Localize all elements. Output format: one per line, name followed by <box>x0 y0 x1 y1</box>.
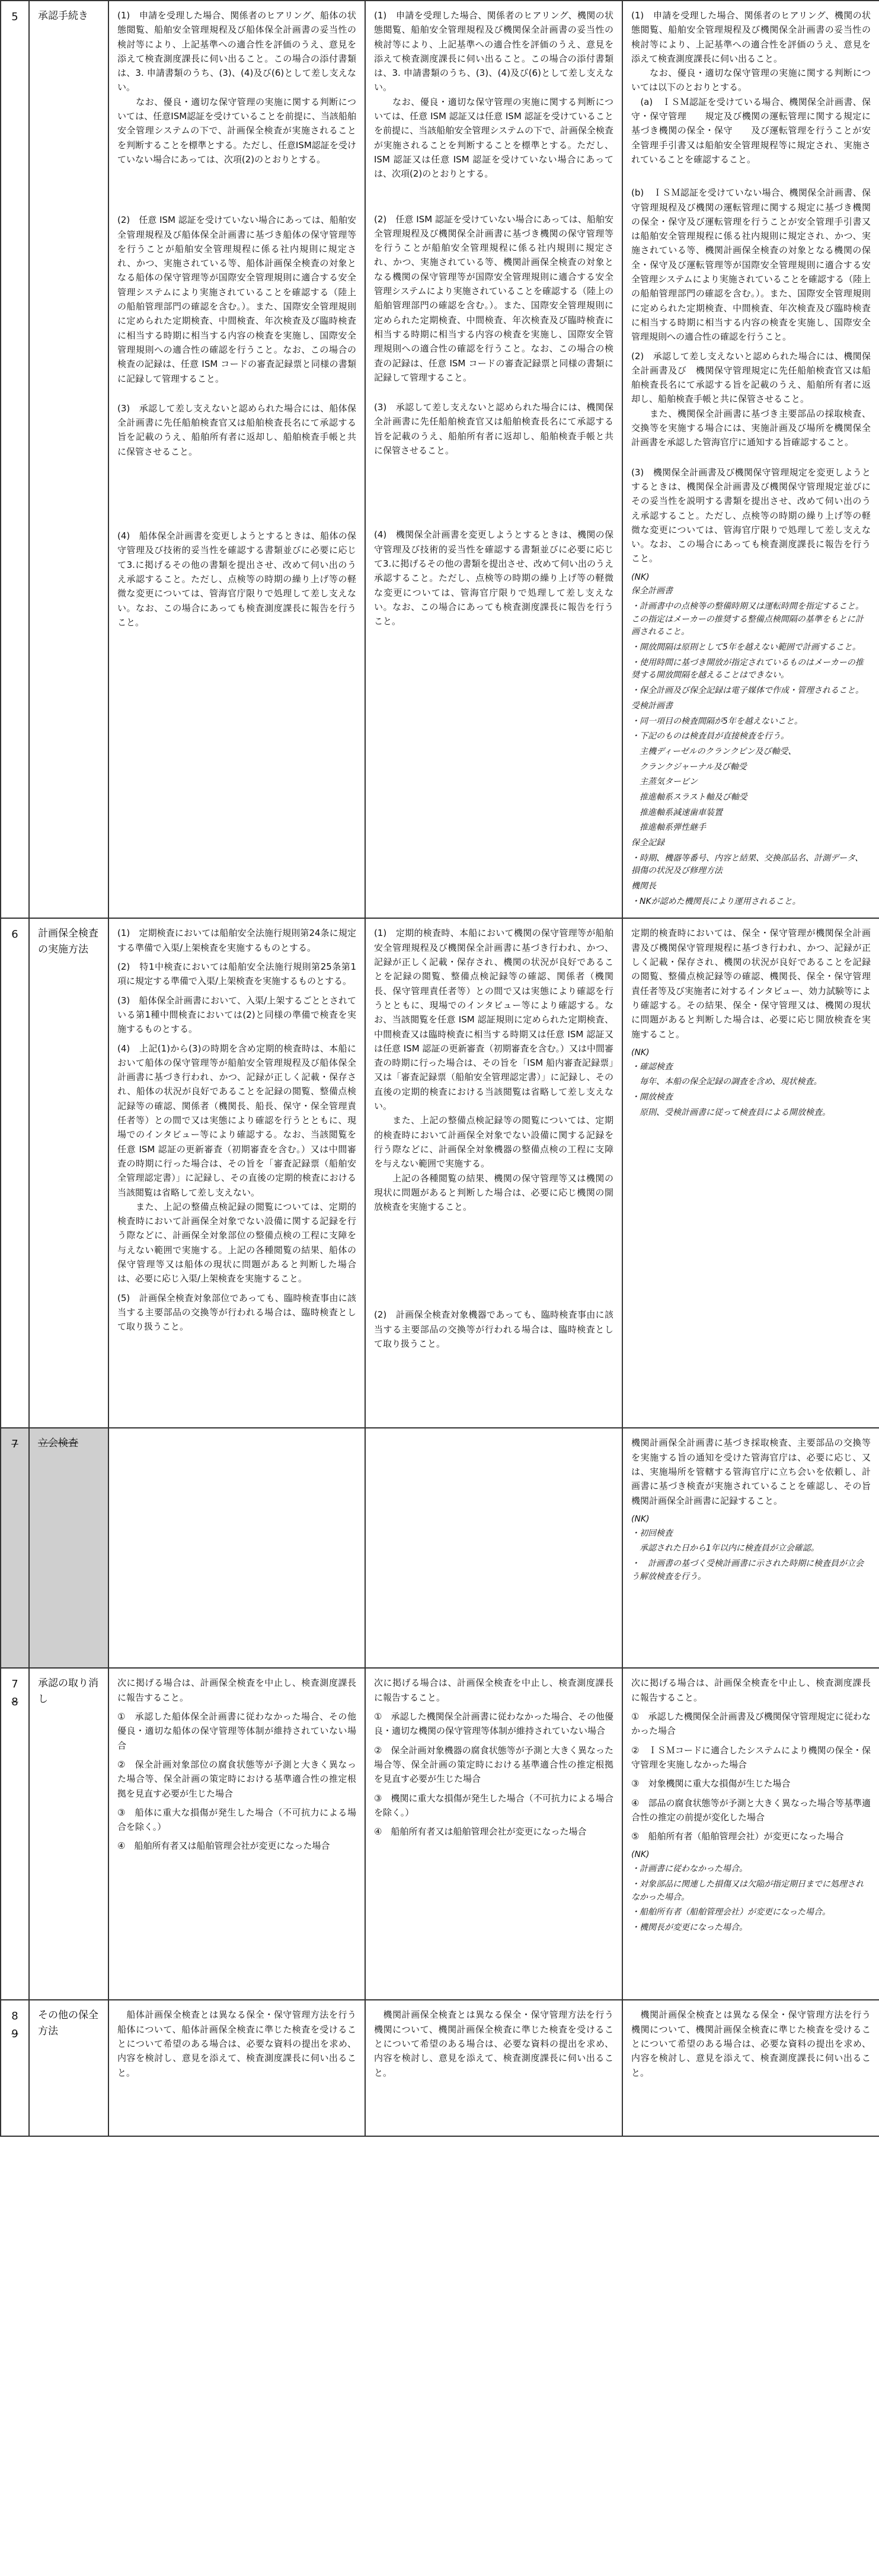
note-line: ・ 計画書の基づく受検計画書に示された時期に検査員が立会う解放検査を行う。 <box>631 1559 864 1581</box>
note-line: クランクジャーナル及び軸受 <box>631 762 747 772</box>
paragraph: ① 承認した機関保全計画書及び機関保守管理規定に従わなかった場合 <box>631 1711 871 1737</box>
paragraph: 船体計画保全検査とは異なる保全・保守管理方法を行う船体について、船体計画保全検査に準じた検査を受けることについて希望のある場合は、必要な資料の提出を求め、内容を検討し、意見を添えて、検査測度課長に伺い出ること。 <box>117 2009 356 2078</box>
engine-column-cell <box>365 1 622 918</box>
paragraph: (5) 計画保全検査対象部位であっても、臨時検査事由に該当する主要部品の交換等が行われる場合は、臨時検査として取り扱うこと。 <box>117 1292 356 1332</box>
paragraph: (1) 申請を受理した場合、関係者のヒアリング、機関の状態閲覧、船舶安全管理規程及び機関保全計画書の妥当性の検討等により、上記基準への適合性を評価のうえ、意見を添えて検査測度課長に伺い出ること。この場合の添付書類は、3. 申請書類のうち、(3)、(4)及び(6)として差し支えない。 なお、優良・適切な保守管理の実施に関する判断については、任意 ISM 認証又は任意 ISM 認証を受けていることを前提に、当該船舶安全管理システムの下で、計画保全検査が実施されることを判断することを標準とする。ただし、ISM 認証又は任意 ISM 認証を受けていない場合にあっては、次項(2)のとおりとする。 <box>374 10 613 180</box>
paragraph: 次に掲げる場合は、計画保全検査を中止し、検査測度課長に報告すること。 <box>374 1677 613 1703</box>
note-heading: (NK) <box>631 572 650 582</box>
hull-column-cell <box>108 2000 365 2136</box>
nk-column-cell <box>622 918 879 1428</box>
hull-column-cell <box>108 918 365 1428</box>
nk-column-cell <box>622 1 879 918</box>
paragraph: (2) 承認して差し支えないと認められた場合には、機関保全計画書及び 機関保守管理規定に先任船舶検査官又は船舶検査長名にて承認する旨を記載のうえ、船舶所有者に返却し、船舶検査手帳と共に保管させること。 また、機関保全計画書に基づき主要部品の採取検査、交換等を実施する場合には、実施計画及び場所を機関保全計画書を承認した管海官庁に通知する旨確認すること。 <box>631 350 871 448</box>
engine-column-cell <box>365 1428 622 1668</box>
paragraph: (1) 申請を受理した場合、関係者のヒアリング、船体の状態閲覧、船舶安全管理規程及び船体保全計画書の妥当性の検討等により、上記基準への適合性を評価のうえ、意見を添えて検査測度課長に伺い出ること。この場合の添付書類は、3. 申請書類のうち、(3)、(4)及び(6)として差し支えない。 なお、優良・適切な保守管理の実施に関する判断については、任意ISM認証を受けていることを前提に、当該船舶安全管理システムの下で、計画保全検査が実施されることを判断することを標準とする。ただし、任意ISM認証を受けていない場合にあっては、次項(2)のとおりとする。 <box>117 10 356 165</box>
hull-column-cell <box>108 1668 365 2000</box>
row-title: 承認の取り消し <box>29 1668 108 2000</box>
note-line: 機関長 <box>631 881 656 891</box>
paragraph: 機関計画保全検査とは異なる保全・保守管理方法を行う機関について、機関計画保全検査に準じた検査を受けることについて希望のある場合は、必要な資料の提出を求め、内容を検討し、意見を添えて、検査測度課長に伺い出ること。 <box>631 2009 871 2078</box>
table-row <box>1 1668 879 2000</box>
row-number: 7 <box>1 1428 29 1668</box>
row-title: 承認手続き <box>29 1 108 918</box>
note-line: ・使用時間に基づき開放が指定されているものはメーカーの推奨する開放間隔を越えることはできない。 <box>631 657 864 680</box>
note-line: 推進軸系減速歯車装置 <box>631 807 723 817</box>
row-number: 8 9 <box>1 2000 29 2136</box>
note-line: ・開放検査 <box>631 1092 673 1102</box>
note-line: ・対象部品に関連した損傷又は欠陥が指定期日までに処理されなかった場合。 <box>631 1879 864 1902</box>
paragraph: (3) 承認して差し支えないと認められた場合には、機関保全計画書に先任船舶検査官又は船舶検査長名にて承認する旨を記載のうえ、船舶所有者に返却し、船舶検査手帳と共に保管させること。 <box>374 402 613 456</box>
note-line: 保全計画書 <box>631 586 673 596</box>
note-line: ・同一項目の検査間隔が5年を越えないこと。 <box>631 716 803 726</box>
note-line: ・船舶所有者（船舶管理会社）が変更になった場合。 <box>631 1907 830 1917</box>
note-line: 毎年、本船の保全記録の調査を含め、現状検査。 <box>631 1077 822 1087</box>
paragraph: (2) 特1中検査においては船舶安全法施行規則第25条第1項に規定する準備で入渠/上架検査を実施するものとする。 <box>117 961 356 987</box>
paragraph: (1) 定期検査においては船舶安全法施行規則第24条に規定する準備で入渠/上架検査を実施するものとする。 <box>117 928 356 953</box>
nk-column-cell <box>622 2000 879 2136</box>
paragraph: ③ 機関に重大な損傷が発生した場合（不可抗力による場合を除く。） <box>374 1792 613 1818</box>
note-line: ・開放間隔は原則として5年を越えない範囲で計画すること。 <box>631 643 861 653</box>
paragraph: ② 保全計画対象部位の腐食状態等が予測と大きく異なった場合等、保全計画の策定時における基準適合性の推定根拠を見直す必要が生じた場合 <box>117 1759 356 1799</box>
note-line: ・機関長が変更になった場合。 <box>631 1922 747 1932</box>
row-number: 7 8 <box>1 1668 29 2000</box>
paragraph: 機関計画保全計画書に基づき採取検査、主要部品の交換等を実施する旨の通知を受けた管海官庁は、必要に応じ、又は、実施場所を管轄する管海官庁に立ち会いを依頼し、計画書に基づき検査が実施されていることを確認し、その旨機関計画保全計画書に記録すること。 <box>631 1437 871 1506</box>
note-line: 推進軸系スラスト軸及び軸受 <box>631 792 747 802</box>
paragraph: ② 保全計画対象機器の腐食状態等が予測と大きく異なった場合等、保全計画の策定時における基準適合性の推定根拠を見直す必要が生じた場合 <box>374 1744 613 1785</box>
engine-column-cell <box>365 1668 622 2000</box>
engine-column-cell <box>365 918 622 1428</box>
nk-column-cell <box>622 1668 879 2000</box>
paragraph: ④ 船舶所有者又は船舶管理会社が変更になった場合 <box>374 1826 587 1837</box>
note-line: ・確認検査 <box>631 1062 673 1072</box>
note-line: ・下記のものは検査員が直接検査を行う。 <box>631 731 789 742</box>
row-title: その他の保全方法 <box>29 2000 108 2136</box>
note-heading: (NK) <box>631 1047 650 1057</box>
paragraph: 次に掲げる場合は、計画保全検査を中止し、検査測度課長に報告すること。 <box>117 1677 356 1703</box>
table-row <box>1 1428 879 1668</box>
paragraph: ⑤ 船舶所有者（船舶管理会社）が変更になった場合 <box>631 1831 844 1842</box>
note-line: ・計画書中の点検等の整備時期又は運転時間を指定すること。この指定はメーカーの推奨する整備点検間隔の基準をもとに計画されること。 <box>631 602 864 637</box>
paragraph: ③ 対象機関に重大な損傷が生じた場合 <box>631 1778 791 1789</box>
paragraph: (3) 船体保全計画書において、入渠/上架するごととされている第1種中間検査においては(2)と同様の準備で検査を実施するものとする。 <box>117 995 356 1035</box>
engine-column-cell <box>365 2000 622 2136</box>
note-line: 原則、受検計画書に従って検査員による開放検査。 <box>631 1107 830 1117</box>
note-line: ・計画書に従わなかった場合。 <box>631 1864 747 1874</box>
row-number: 6 <box>1 918 29 1428</box>
paragraph: ④ 部品の腐食状態等が予測と大きく異なった場合等基準適合性の推定の前提が変化した場合 <box>631 1797 871 1823</box>
paragraph: (b) ＩＳＭ認証を受けていない場合、機関保全計画書、保守管理規程及び機関の運転管理に関する規定に基づき機関の保全・保守及び運転管理を行うことが安全管理手引書又は船舶安全管理規程に係る社内規則に規定され、かつ、実施されている等、機関計画保全検査の対象となる機関の保全・保守及び運転管理等が国際安全管理規則に適合する安全管理システムにより実施されていることを確認する（陸上の船舶管理部門の確認を含む。）。また、国際安全管理規則に定められた定期検査、中間検査、年次検査及び臨時検査に相当する時期に相当する内容の検査を実施し、国際安全管理規則への適合性の確認を行うこと。 <box>631 187 871 343</box>
note-line: 主機ディーゼルのクランクピン及び軸受、 <box>631 746 797 756</box>
paragraph: ① 承認した船体保全計画書に従わなかった場合、その他優良・適切な船体の保守管理等体制が維持されていない場合 <box>117 1711 356 1751</box>
note-heading: (NK) <box>631 1514 650 1524</box>
paragraph: ② ＩＳＭコードに適合したシステムにより機関の保全・保守管理を実施しなかった場合 <box>631 1744 871 1770</box>
paragraph: (3) 機関保全計画書及び機関保守管理規定を変更しようとするときは、機関保全計画書及び機関保守管理規定並びにその妥当性を説明する書類を提出させ、改めて伺い出のうえ承認すること。ただし、点検等の時期の繰り上げ等の軽微な変更については、管海官庁限りで処理して差し支えない。なお、この場合にあっても検査測度課長に報告を行うこと。 <box>631 466 871 564</box>
paragraph: ④ 船舶所有者又は船舶管理会社が変更になった場合 <box>117 1840 330 1852</box>
paragraph: 次に掲げる場合は、計画保全検査を中止し、検査測度課長に報告すること。 <box>631 1677 871 1703</box>
nk-column-cell <box>622 1428 879 1668</box>
note-line: 推進軸系弾性継手 <box>631 823 706 833</box>
paragraph: (2) 任意 ISM 認証を受けていない場合にあっては、船舶安全管理規程及び機関保全計画書に基づき機関の保守管理等を行うことが船舶安全管理規程に係る社内規則に規定され、かつ、実施されている等、機関計画保全検査の対象となる機関の保守管理等が国際安全管理規則に適合する安全管理システムにより実施されていることを確認する（陸上の船舶管理部門の確認を含む。）。また、国際安全管理規則に定められた定期検査、中間検査、年次検査及び臨時検査に相当する時期に相当する内容の検査を実施し、国際安全管理規則への適合性の確認を行うこと。なお、この場合の検査の記録は、任意 ISM コードの審査記録票と同様の書類に記録して管理すること。 <box>374 213 613 383</box>
row-number: 5 <box>1 1 29 918</box>
row-title: 立会検査 <box>29 1428 108 1668</box>
paragraph: (4) 船体保全計画書を変更しようとするときは、船体の保守管理及び技術的妥当性を確認する書類並びに必要に応じて3.に掲げるその他の書類を提出させ、改めて伺い出のうえ承認すること。ただし、点検等の時期の繰り上げ等の軽微な変更については、管海官庁限りで処理して差し支えない。なお、この場合にあっても検査測度課長に報告を行うこと。 <box>117 530 356 628</box>
note-heading: (NK) <box>631 1850 650 1860</box>
paragraph: (4) 上記(1)から(3)の時期を含め定期的検査時は、本船において船体の保守管理等が船舶安全管理規程及び船体保全計画書に基づき行われ、かつ、記録が正しく記載・保存され、船体の状況が良好であることを記録の閲覧、整備点検記録等の確認、関係者（機関長、船長、保守・保全管理責任者等）との間で又は実態により確認を行うとともに、現場でのインタビュー等により確認する。なお、当該閲覧を任意 ISM 認証の更新審査（初期審査を含む。）又は中間審査の時期に行った場合は、その旨を「審査記録票（船舶安全管理認定書）」に記録し、その直後の定期的検査における当該閲覧は省略して差し支えない。 また、上記の整備点検記録の閲覧については、定期的検査時において計画保全対象でない設備に関する記録を行う際などに、計画保全対象部位の整備点検の工程に支障を与えない範囲で実施する。上記の各種閲覧の結果、船体の保守管理等又は船体の現状に問題があると判断した場合は、必要に応じ入渠/上架検査を実施すること。 <box>117 1043 356 1284</box>
paragraph: 定期的検査時においては、保全・保守管理が機関保全計画書及び機関保守管理規程に基づき行われ、かつ、記録が正しく記載・保存され、機関の状況が良好であることを記録の閲覧、整備点検記録等の確認、機関長、保全・保守管理責任者等及び実施者に対するインタビュー、効力試験等により確認する。その結果、保全・保守管理又は、機関の現状に問題があると判断した場合は、必要に応じ開放検査を実施すること。 <box>631 928 871 1040</box>
note-line: 受検計画書 <box>631 701 673 711</box>
note-line: ・初回検査 <box>631 1528 673 1538</box>
table-row <box>1 2000 879 2136</box>
paragraph: (1) 申請を受理した場合、関係者のヒアリング、機関の状態閲覧、船舶安全管理規程及び機関保全計画書の妥当性の検討等により、上記基準への適合性を評価のうえ、意見を添えて検査測度課長に伺い出ること。 なお、優良・適切な保守管理の実施に関する判断については以下のとおりとする。 (a) ＩＳＭ認証を受けている場合、機関保全計画書、保守・保守管理 規定及び機関の運転管理に関する規定に基づき機関の保全・保守 及び運転管理を行うことが安全管理手引書又は船舶安全管理規程等に規定され、実施されていることを確認すること。 <box>631 10 871 165</box>
note-line: 主蒸気タービン <box>631 777 698 787</box>
paragraph: 機関計画保全検査とは異なる保全・保守管理方法を行う機関について、機関計画保全検査に準じた検査を受けることについて希望のある場合は、必要な資料の提出を求め、内容を検討し、意見を添えて、検査測度課長に伺い出ること。 <box>374 2009 613 2078</box>
paragraph: (1) 定期的検査時、本船において機関の保守管理等が船舶安全管理規程及び機関保全計画書に基づき行われ、かつ、記録が正しく記載・保存され、機関の状況が良好であることを記録の閲覧、整備点検記録等の確認、関係者（機関長、保守管理責任者等）との間で又は実態により確認を行うとともに、現場でのインタビュー等により確認する。なお、当該閲覧を任意 ISM 認証規則に定められた定期検査、中間検査又は臨時検査に相当する時期又は任意 ISM 認証又は任意 ISM 認証の更新審査（初期審査を含む。）又は中間審査の時期に行った場合は、その旨を「ISM 船内審査記録票」又は「審査記録票（船舶安全管理認定書）」に記録し、その直後の定期的検査における当該閲覧は省略して差し支えない。 また、上記の整備点検記録等の閲覧については、定期的検査時において計画保全対象でない設備に関する記録を行う際などに、計画保全対象機器の整備点検の工程に支障を与えない範囲で実施する。 上記の各種閲覧の結果、機関の保守管理等又は機関の現状に問題があると判断した場合は、必要に応じ機関の開放検査を実施すること。 <box>374 928 613 1213</box>
note-line: ・時期、機器等番号、内容と結果、交換部品名、計測データ、損傷の状況及び修理方法 <box>631 853 864 876</box>
paragraph: (2) 任意 ISM 認証を受けていない場合にあっては、船舶安全管理規程及び船体保全計画書に基づき船体の保守管理等を行うことが船舶安全管理規程に係る社内規則に規定され、かつ、実施されている等、船体計画保全検査の対象となる船体の保守管理等が国際安全管理規則に適合する安全管理システムにより実施されていることを確認する（陸上の船舶管理部門の確認を含む。）。また、国際安全管理規則に定められた定期検査、中間検査、年次検査及び臨時検査に相当する時期に相当する内容の検査を実施し、国際安全管理規則への適合性の確認を行うこと。なお、この場合の検査の記録は、任意 ISM コードの審査記録票と同様の書類に記録して管理すること。 <box>117 215 356 384</box>
hull-column-cell <box>108 1 365 918</box>
paragraph: (2) 計画保全検査対象機器であっても、臨時検査事由に該当する主要部品の交換等が行われる場合は、臨時検査として取り扱うこと。 <box>374 1309 613 1350</box>
note-line: 保全記録 <box>631 838 664 848</box>
note-line: 承認された日から1年以内に検査員が立会確認。 <box>631 1543 819 1554</box>
paragraph: (4) 機関保全計画書を変更しようとするときは、機関の保守管理及び技術的妥当性を確認する書類並びに必要に応じて3.に掲げるその他の書類を提出させ、改めて伺い出のうえ承認すること。ただし、点検等の時期の繰り上げ等の軽微な変更については、管海官庁限りで処理して差し支えない。なお、この場合にあっても検査測度課長に報告を行うこと。 <box>374 529 613 627</box>
table-row <box>1 1 879 918</box>
paragraph: ③ 船体に重大な損傷が発生した場合（不可抗力による場合を除く。） <box>117 1807 356 1833</box>
row-title: 計画保全検査の実施方法 <box>29 918 108 1428</box>
paragraph: (3) 承認して差し支えないと認められた場合には、船体保全計画書に先任船舶検査官又は船舶検査長名にて承認する旨を記載のうえ、船舶所有者に返却し、船舶検査手帳と共に保管させること。 <box>117 402 356 457</box>
hull-column-cell <box>108 1428 365 1668</box>
table-row <box>1 918 879 1428</box>
note-line: ・NKが認めた機関長により運用されること。 <box>631 896 801 906</box>
paragraph: ① 承認した機関保全計画書に従わなかった場合、その他優良・適切な機関の保守管理等体制が維持されていない場合 <box>374 1711 613 1737</box>
note-line: ・保全計画及び保全記録は電子媒体で作成・管理されること。 <box>631 686 864 696</box>
